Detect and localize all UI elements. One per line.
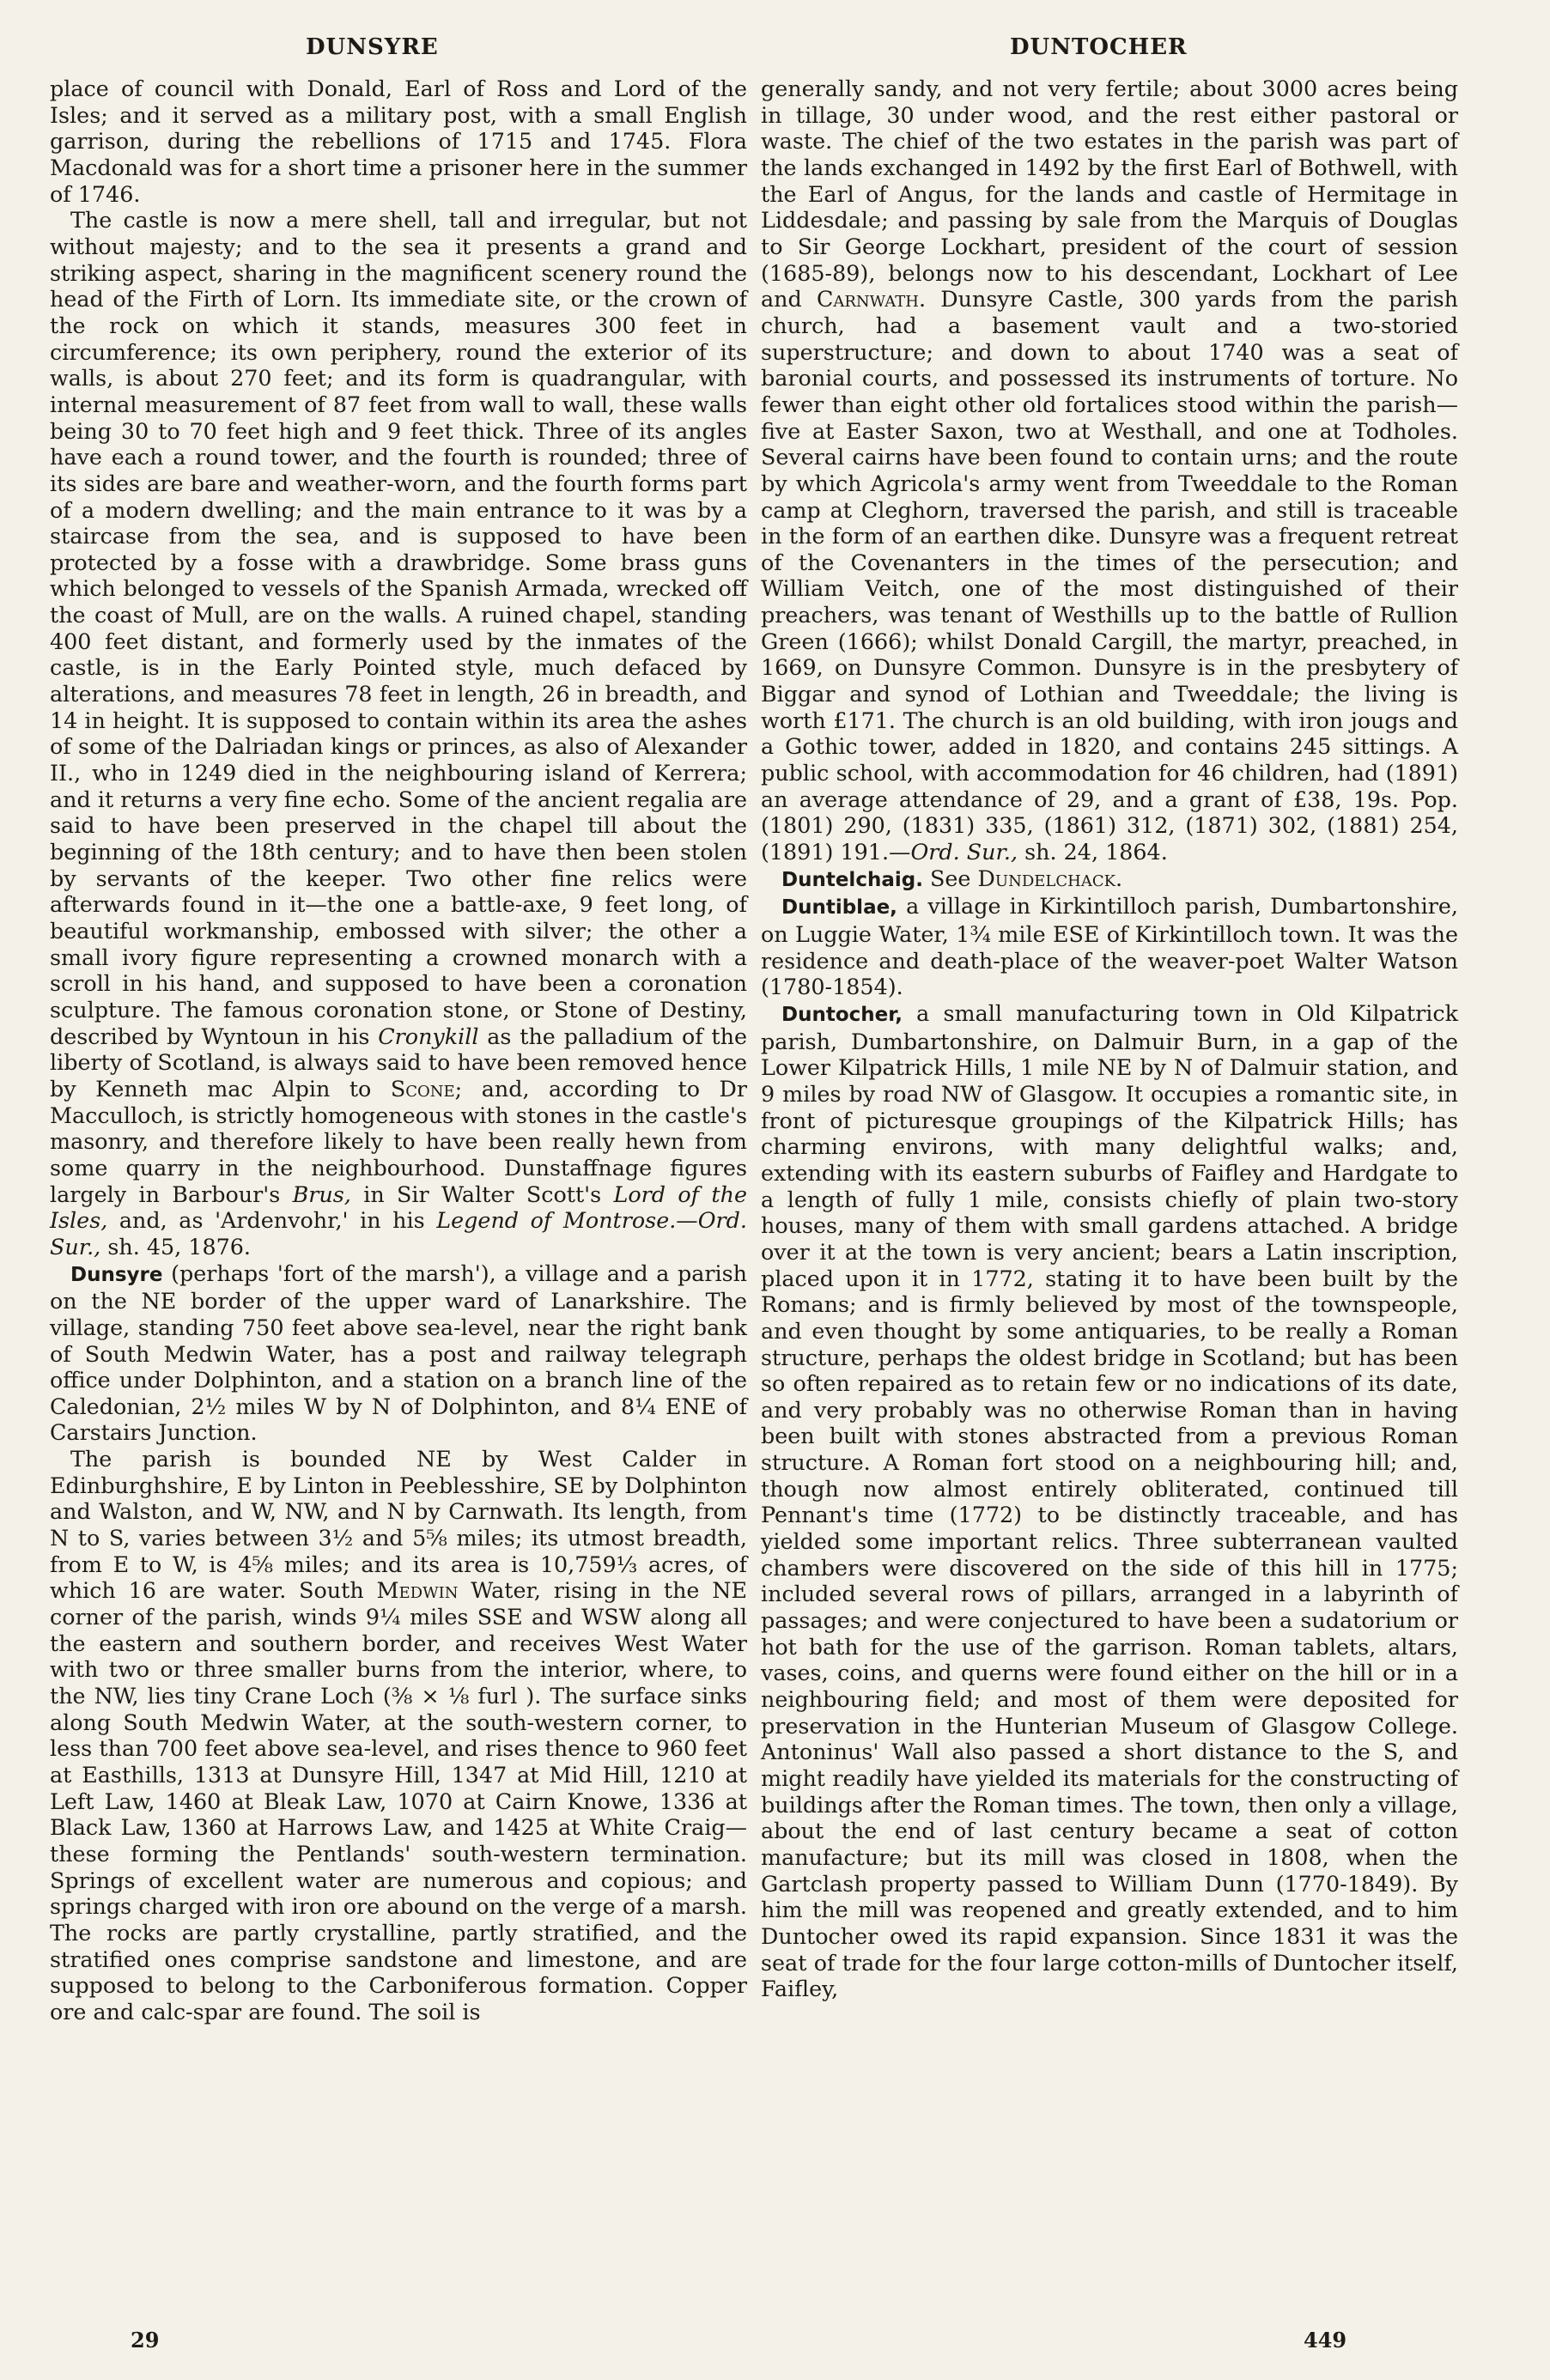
running-header-right: DUNTOCHER xyxy=(1010,34,1188,60)
cross-ref: Medwin xyxy=(376,1577,459,1604)
entry-heading: Duntiblae, xyxy=(781,896,897,920)
title-italic: Brus, xyxy=(292,1181,351,1207)
entry-heading: Duntelchaig. xyxy=(781,868,923,891)
cross-ref: Scone xyxy=(390,1075,455,1102)
running-header-left: DUNSYRE xyxy=(306,34,439,60)
paragraph: place of council with Donald, Earl of Ross and Lord of the Isles; and it served as a military post, with a small English garrison, during the rebellions of 1715 and 1745. Flora Macdonald was for a short time a prisoner here in the summer of 1746. xyxy=(50,76,747,207)
entry-dunsyre: Dunsyre (perhaps 'fort of the marsh'), a village and a parish on the NE border of the upper ward of Lanarkshire. The village, standing 750 feet above sea-level, near the right bank of South Medwin Water, has a post and railway telegraph office under Dolphinton, and a station on a branch line of the Caledonian, 2½ miles W by N of Dolphinton, and 8¼ ENE of Carstairs Junction. xyxy=(50,1260,748,1446)
entry-duntelchaig: Duntelchaig. See Dundelchack. xyxy=(781,865,1123,891)
entry-duntocher: Duntocher, a small manufacturing town in Old Kilpatrick parish, Dumbartonshire, on Dalmuir Burn, in a gap of the Lower Kilpatrick Hills, 1 mile NE by N of Dalmuir station, and 9 miles by road NW of Glasgow. It occupies a romantic site, in front of picturesque groupings of the Kilpatrick Hills; has charming environs, with many delightful walks; and, extending with its eastern suburbs of Faifley and Hardgate to a length of fully 1 mile, consists chiefly of plain two-story houses, many of them with small gardens attached. A bridge over it at the town is very ancient; bears a Latin inscription, placed upon it in 1772, stating it to have been built by the Romans; and is firmly believed by most of the townspeople, and even thought by some antiquaries, to be really a Roman structure, perhaps the oldest bridge in Scotland; but has been so often repaired as to retain few or no indications of its date, and very probably was no otherwise Roman than in having been built with stones abstracted from a previous Roman structure. A Roman fort stood on a neighbouring hill; and, though now almost entirely obliterated, continued till Pennant's time (1772) to be distinctly traceable, and has yielded some important relics. Three subterranean vaulted chambers were discovered on the side of this hill in 1775; included several rows of pillars, arranged in a labyrinth of passages; and were conjectured to have been a sudatorium or hot bath for the use of the garrison. Roman tablets, altars, vases, coins, and querns were found either on the hill or in a neighbouring field; and most of them were deposited for preservation in the Hunterian Museum of Glasgow College. Antoninus' Wall also passed a short distance to the S, and might readily have yielded its materials for the constructing of buildings after the Roman times. The town, then only a village, about the end of last century became a seat of cotton manufacture; but its mill was closed in 1808, when the Gartclash property passed to William Dunn (1770-1849). By him the mill was reopened and greatly extended, and to him Duntocher owed its rapid expansion. Since 1831 it was the seat of trade for the four large cotton-mills of Duntocher itself, Faifley, xyxy=(761,999,1458,2002)
entry-heading: Dunsyre xyxy=(70,1263,163,1286)
entry-duntiblae: Duntiblae, a village in Kirkintilloch parish, Dumbartonshire, on Luggie Water, 1¾ mile ESE of Kirkintilloch town. It was the residence and death-place of the weaver-poet Walter Watson (1780-1854). xyxy=(761,893,1458,1000)
left-column xyxy=(50,76,747,2025)
paragraph: The parish is bounded NE by West Calder in Edinburghshire, E by Linton in Peeblesshire, SE by Dolphinton and Walston, and W, NW, and N by Carnwath. Its length, from N to S, varies between 3½ and 5⅝ miles; its utmost breadth, from E to W, is 4⅝ miles; and its area is 10,759⅓ acres, of which 16 are water. South Medwin Water, rising in the NE corner of the parish, winds 9¼ miles SSE and WSW along all the eastern and southern border, and receives West Water with two or three smaller burns from the interior, where, to the NW, lies tiny Crane Loch (⅜ × ⅛ furl ). The surface sinks along South Medwin Water, at the south-western corner, to less than 700 feet above sea-level, and rises thence to 960 feet at Easthills, 1313 at Dunsyre Hill, 1347 at Mid Hill, 1210 at Left Law, 1460 at Bleak Law, 1070 at Cairn Knowe, 1336 at Black Law, 1360 at Harrows Law, and 1425 at White Craig—these forming the Pentlands' south-western termination. Springs of excellent water are numerous and copious; and springs charged with iron ore abound on the verge of a marsh. The rocks are partly crystalline, partly stratified, and the stratified ones comprise sandstone and limestone, and are supposed to belong to the Carboniferous formation. Copper ore and calc-spar are found. The soil is xyxy=(50,1446,747,2025)
paragraph: The castle is now a mere shell, tall and irregular, but not without majesty; and to the sea it presents a grand and striking aspect, sharing in the magnificent scenery round the head of the Firth of Lorn. Its immediate site, or the crown of the rock on which it stands, measures 300 feet in circumference; its own periphery, round the exterior of its walls, is about 270 feet; and its form is quadrangular, with internal measurement of 87 feet from wall to wall, these walls being 30 to 70 feet high and 9 feet thick. Three of its angles have each a round tower, and the fourth is rounded; three of its sides are bare and weather-worn, and the fourth forms part of a modern dwelling; and the main entrance to it was by a staircase from the sea, and is supposed to have been protected by a fosse with a drawbridge. Some brass guns which belonged to vessels of the Spanish Armada, wrecked off the coast of Mull, are on the walls. A ruined chapel, standing 400 feet distant, and formerly used by the inmates of the castle, is in the Early Pointed style, much defaced by alterations, and measures 78 feet in length, 26 in breadth, and 14 in height. It is supposed to contain within its area the ashes of some of the Dalriadan kings or princes, as also of Alexander II., who in 1249 died in the neighbouring island of Kerrera; and it returns a very fine echo. Some of the ancient regalia are said to have been preserved in the chapel till about the beginning of the 18th century; and to have then been stolen by servants of the keeper. Two other fine relics were afterwards found in it—the one a battle-axe, 9 feet long, of beautiful workmanship, embossed with silver; the other a small ivory figure representing a crowned monarch with a scroll in his hand, and supposed to have been a coronation sculpture. The famous coronation stone, or Stone of Destiny, described by Wyntoun in his Cronykill as the palladium of the liberty of Scotland, is always said to have been removed hence by Kenneth mac Alpin to Scone; and, according to Dr Macculloch, is strictly homogeneous with stones in the castle's masonry, and therefore likely to have been really hewn from some quarry in the neighbourhood. Dunstaffnage figures largely in Barbour's Brus, in Sir Walter Scott's Lord of the Isles, and, as 'Ardenvohr,' in his Legend of Montrose.—Ord. Sur., sh. 45, 1876. xyxy=(50,207,747,1260)
title-italic: Cronykill xyxy=(378,1023,479,1049)
page-number-left: 29 xyxy=(131,2328,160,2353)
cross-ref: Dundelchack. xyxy=(977,865,1123,891)
right-column xyxy=(761,76,1458,2002)
title-italic: Ord. Sur., xyxy=(910,839,1018,865)
cross-ref: Carnwath. xyxy=(816,286,927,313)
paragraph: generally sandy, and not very fertile; about 3000 acres being in tillage, 30 under wood, and the rest either pastoral or waste. The chief of the two estates in the parish was part of the lands exchanged in 1492 by the first Earl of Bothwell, with the Earl of Angus, for the lands and castle of Hermitage in Liddesdale; and passing by sale from the Marquis of Douglas to Sir George Lockhart, president of the court of session (1685-89), belongs now to his descendant, Lockhart of Lee and Carnwath. Dunsyre Castle, 300 yards from the parish church, had a basement vault and a two-storied superstructure; and down to about 1740 was a seat of baronial courts, and possessed its instruments of torture. No fewer than eight other old fortalices stood within the parish—five at Easter Saxon, two at Westhall, and one at Todholes. Several cairns have been found to contain urns; and the route by which Agricola's army went from Tweeddale to the Roman camp at Cleghorn, traversed the parish, and still is traceable in the form of an earthen dike. Dunsyre was a frequent retreat of the Covenanters in the times of the persecution; and William Veitch, one of the most distinguished of their preachers, was tenant of Westhills up to the battle of Rullion Green (1666); whilst Donald Cargill, the martyr, preached, in 1669, on Dunsyre Common. Dunsyre is in the presbytery of Biggar and synod of Lothian and Tweeddale; the living is worth £171. The church is an old building, with iron jougs and a Gothic tower, added in 1820, and contains 245 sittings. A public school, with accommodation for 46 children, had (1891) an average attendance of 29, and a grant of £38, 19s. Pop. (1801) 290, (1831) 335, (1861) 312, (1871) 302, (1881) 254, (1891) 191.—Ord. Sur., sh. 24, 1864. xyxy=(761,76,1458,865)
title-italic: Legend of Montrose.—Ord. Sur., xyxy=(50,1207,747,1260)
title-italic: Lord of the Isles, xyxy=(50,1181,747,1234)
entry-heading: Duntocher, xyxy=(781,1003,903,1026)
page-number-right: 449 xyxy=(1304,2328,1347,2353)
